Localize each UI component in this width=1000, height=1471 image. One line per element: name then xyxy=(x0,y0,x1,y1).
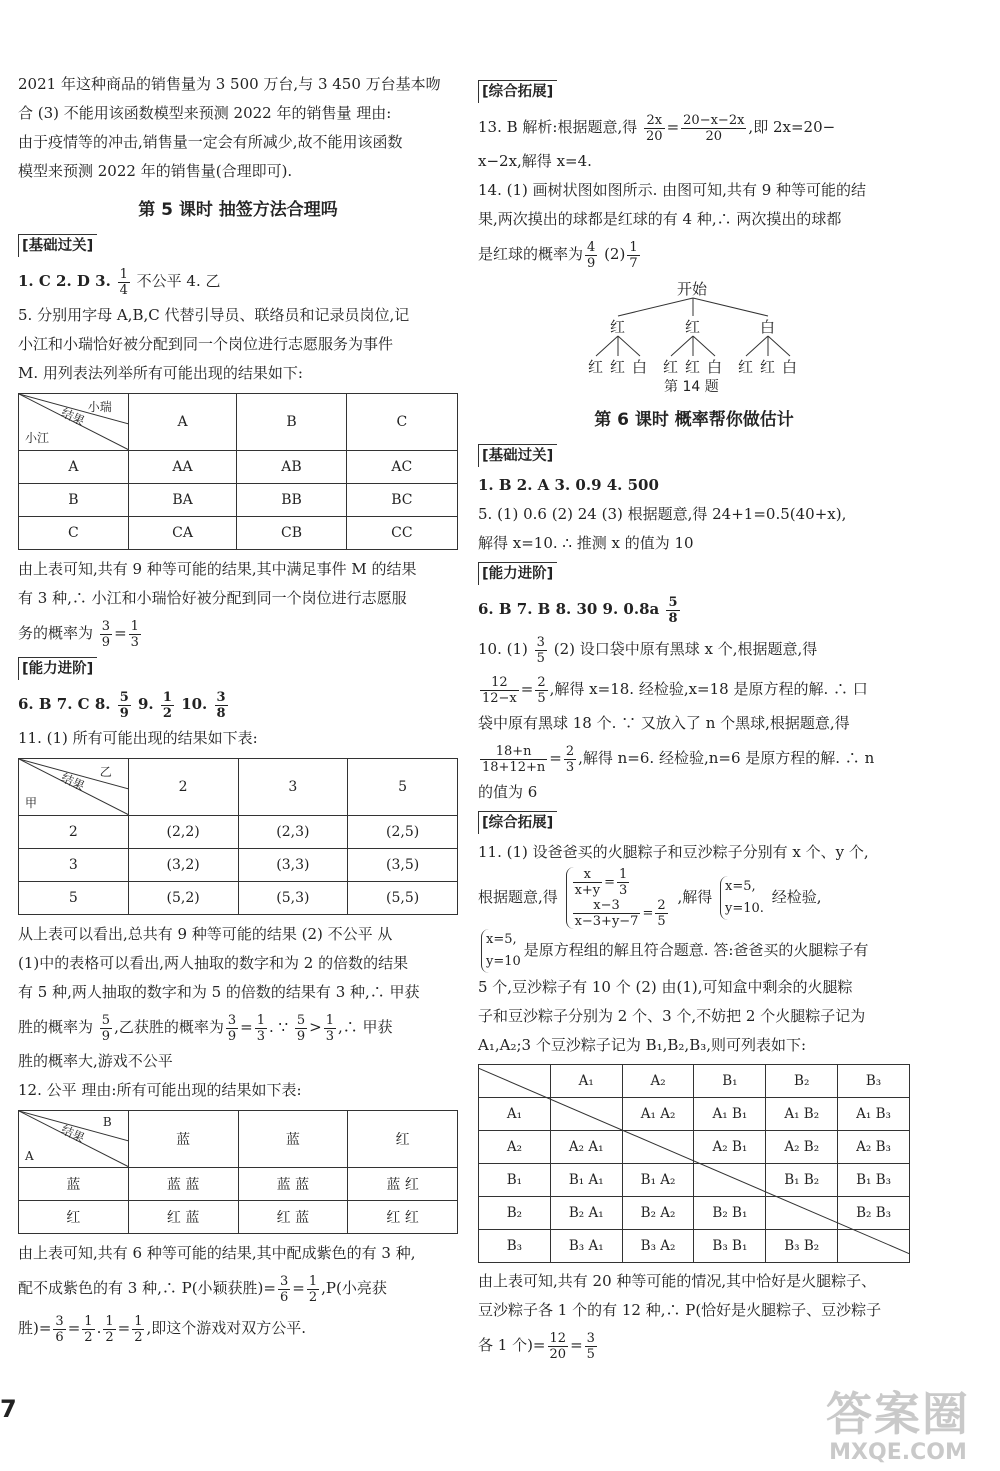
tree-diagram xyxy=(478,278,910,396)
left-column: 2021 年这种商品的销售量为 3 500 万台,与 3 450 万台基本吻 合 (3) 不能用该函数模型来预测 2022 年的销售量 理由: 由于疫情等的冲击,销售量一定会有所减少,故不能用该函数 模型来预测 2022 年的销售量(合理即可). 第 5 课时 抽签方法合理吗 [基础过关] 1. C 2. D 3. $\frac{1}{4}$ 不公平 4. 乙 5. 分别用字母 A,B,C 代替引导员、联络员和记录员岗位,记 小江和小瑞恰好被分配到同一个岗位进行志愿服务为事件 M. 用列表法列举所有可能出现的结果如下: 小瑞 结果 小江 A B C A AA AB AC B BA BB BC C CA CB CC 由上表可知,共有 9 种等可能的结果,其中满足事件 M 的结果 有 3 种,∴ 小江和小瑞恰好被分配到同一个岗位进行志愿服 务的概率为 $\frac{3}{9}$ = $\frac{1}{3}$ [能力进阶] 6. B 7. C 8. $\frac{5}{9}$ 9. $\frac{1}{2}$ 10. $\frac{3}{8}$ 11. (1) 所有可能出现的结果如下表: 乙 结果 甲 2 3 5 2 (2,2) (2,3) (2,5) 3 (3,2) (3,3) (3,5) 5 (5,2) (5,3) (5,5) 从上表可以看出,总共有 9 种等可能的结果 (2) 不公平 从 (1)中的表格可以看出,两人抽取的数字和为 2 的倍数的结果 有 5 种,两人抽取的数字和为 5 的倍数的结果有 3 种,∴ 甲获 胜的概率为 $\frac{5}{9}$ ,乙获胜的概率为 $\frac{3}{9}$ = $\frac{1}{3}$ . ∵ $\frac{5}{9}$ > $\frac{1}{3}$ ,∴ 甲获 胜的概率大,游戏不公平 12. 公平 理由:所有可能出现的结果如下表: B 结果 A 蓝 蓝 红 蓝 蓝 蓝 蓝 蓝 蓝 红 红 红 蓝 红 蓝 红 红 由上表可知,共有 6 种等可能的结果,其中配成紫色的有 3 种, 配不成紫色的有 3 种,∴ P(小颖获胜)= $\frac{3}{6}$ = $\frac{1}{2}$ ,P(小亮获 胜)= $\frac{3}{6}$ = $\frac{1}{2}$ . $\frac{1}{2}$ = $\frac{1}{2}$ ,即这个游戏对双方公平. xyxy=(18,70,458,1348)
table-corner: 乙 结果 甲 xyxy=(19,759,129,816)
table-row: B₃ B₃ A₁ B₃ A₂ B₃ B₁ B₃ B₂ xyxy=(479,1230,910,1263)
section-basic: [基础过关] xyxy=(18,234,97,257)
q11-solution: x=5, y=10是原方程组的解且符合题意. 答:爸爸买的火腿粽子有 xyxy=(478,929,910,973)
page-number: 7 xyxy=(0,1395,17,1423)
answers-1-4-r: 1. B 2. A 3. 0.9 4. 500 xyxy=(478,476,659,494)
table-row: B BA BB BC xyxy=(19,484,458,517)
lesson-5-title: 第 5 课时 抽签方法合理吗 xyxy=(138,200,338,220)
q10-a: 10. (1) $\frac{3}{5}$ (2) 设口袋中原有黑球 x 个,根据题意,得 xyxy=(478,634,818,666)
q13: 13. B 解析:根据题意,得 $\frac{2x}{20}$ = $\frac{20-x-2x}{20}$ ,即 2x=20− xyxy=(478,112,836,144)
answers-6-10: 6. B 7. C 8. $\frac{5}{9}$ 9. $\frac{1}{2}$ 10. $\frac{3}{8}$ xyxy=(18,689,226,721)
q12-probability-2: 胜)= $\frac{3}{6}$ = $\frac{1}{2}$ . $\frac{1}{2}$ = $\frac{1}{2}$ ,即这个游戏对双方公平. xyxy=(18,1313,307,1345)
watermark-url: MXQE.COM xyxy=(829,1440,967,1465)
section-ability-2: [能力进阶] xyxy=(478,562,557,585)
q10-d: $\frac{18+n}{18+12+n}$ = $\frac{2}{3}$ ,解得 n=6. 经检验,n=6 是原方程的解. ∴ n xyxy=(482,743,875,775)
table-corner: 小瑞 结果 小江 xyxy=(19,394,129,451)
table-row: 红 红 蓝 红 蓝 红 红 xyxy=(19,1201,458,1234)
table-row: A AA AB AC xyxy=(19,451,458,484)
tree-leaf: 红 xyxy=(685,358,701,376)
q10-b: $\frac{12}{12-x}$ = $\frac{2}{5}$ ,解得 x=18. 经检验,x=18 是原方程的解. ∴ 口 xyxy=(482,674,868,706)
table-diagonal xyxy=(478,1068,910,1254)
tree-root: 开始 xyxy=(677,280,708,298)
tree-leaf: 红 xyxy=(610,358,626,376)
tree-caption: 第 14 题 xyxy=(664,379,719,395)
table-q11-r: A₁ A₂ B₁ B₂ B₃ A₁ A₁ A₂ A₁ B₁ A₁ B₂ A₁ B₃ A₂ A₂ A₁ A₂ B₁ A₂ B₂ A₂ B₃ B₁ B₁ A₁ B₁ A₂ B₁ B₂ B₁ B₃ B₂ B₂ A₁ B₂ A₂ B₂ B₁ B₂ B₃ B₃ B₃ A₁ B₃ A₂ B₃ B₁ B₃ B₂ xyxy=(478,1064,910,1263)
section-extension-2: [综合拓展] xyxy=(478,811,557,834)
intro-paragraph: 2021 年这种商品的销售量为 3 500 万台,与 3 450 万台基本吻 合 (3) 不能用该函数模型来预测 2022 年的销售量 理由: 由于疫情等的冲击,销售量一定会有所减少,故不能用该函数 模型来预测 2022 年的销售量(合理即可). xyxy=(18,75,441,180)
lesson-6-title: 第 6 课时 概率帮你做估计 xyxy=(594,410,794,430)
table-q5: 小瑞 结果 小江 A B C A AA AB AC B BA BB BC C CA CB CC xyxy=(18,393,458,550)
table-row: 蓝 蓝 蓝 蓝 蓝 蓝 红 xyxy=(19,1168,458,1201)
table-row: B₂ B₂ A₁ B₂ A₂ B₂ B₁ B₂ B₃ xyxy=(479,1197,910,1230)
right-column: [综合拓展] 13. B 解析:根据题意,得 $\frac{2x}{20}$ = $\frac{20-x-2x}{20}$ ,即 2x=20− x−2x,解得 x=4. 14. (1) 画树状图如图所示. 由图可知,共有 9 种等可能的结 果,两次摸出的球都是红球的有 4 种,∴ 两次摸出的球都 是红球的概率为 $\frac{4}{9}$ (2) $\frac{1}{7}$ 开始 红 红 白 红 红 白 红 红 白 红 红 白 第 14 题 第 6 课时 概率帮你做估计 [基础过关] 1. B 2. A 3. 0.9 4. 500 5. (1) 0.6 (2) 24 (3) 根据题意,得 24+1=0.5(40+x), 解得 x=10. ∴ 推测 x 的值为 10 [能力进阶] 6. B 7. B 8. 30 9. 0.8a $\frac{5}{8}$ 10. (1) $\frac{3}{5}$ (2) 设口袋中原有黑球 x 个,根据题意,得 $\frac{12}{12-x}$ = $\frac{2}{5}$ ,解得 x=18. 经检验,x=18 是原方程的解. ∴ 口 袋中原有黑球 18 个. ∵ 又放入了 n 个黑球,根据题意,得 $\frac{18+n}{18+12+n}$ = $\frac{2}{3}$ ,解得 n=6. 经检验,n=6 是原方程的解. ∴ n 的值为 6 [综合拓展] 11. (1) 设爸爸买的火腿粽子和豆沙粽子分别有 x 个、y 个, 根据题意,得 $\frac{x}{x+y}$ = $\frac{1}{3}$ $\frac{x-3}{x-3+y-7}$ = $\frac{2}{5}$ ,解得 x=5, y=10. 经检验, x=5, y=10是原方程组的解且符合题意. 答:爸爸买的火腿粽子有 5 个,豆沙粽子有 10 个 (2) 由(1),可知盒中剩余的火腿粽 子和豆沙粽子分别为 2 个、3 个,不妨把 2 个火腿粽子记为 A₁,A₂;3 个豆沙粽子记为 B₁,B₂,B₃,则可列表如下: A₁ A₂ B₁ B₂ B₃ A₁ A₁ A₂ A₁ B₁ A₁ B₂ A₁ B₃ A₂ A₂ A₁ A₂ B₁ A₂ B₂ A₂ B₃ B₁ B₁ A₁ B₁ A₂ B₁ B₂ B₁ B₃ B₂ B₂ A₁ B₂ A₂ B₂ B₁ B₂ B₃ B₃ B₃ A₁ B₃ A₂ B₃ B₁ B₃ B₂ 由上表可知,共有 20 种等可能的情况,其中恰好是火腿粽子、 豆沙粽子各 1 个的有 12 种,∴ P(恰好是火腿粽子、豆沙粽子 各 1 个)= $\frac{12}{20}$ = $\frac{3}{5}$ xyxy=(478,76,910,1365)
question-5: 5. 分别用字母 A,B,C 代替引导员、联络员和记录员岗位,记 小江和小瑞恰好被分配到同一个岗位进行志愿服务为事件 M. 用列表法列举所有可能出现的结果如下: xyxy=(18,306,410,382)
tree-node: 白 xyxy=(760,318,776,336)
section-ability: [能力进阶] xyxy=(18,657,97,680)
q5-probability: 务的概率为 $\frac{3}{9}$ = $\frac{1}{3}$ xyxy=(18,618,139,650)
table-row: 2 (2,2) (2,3) (2,5) xyxy=(19,816,458,849)
q11-probability: 胜的概率为 $\frac{5}{9}$ ,乙获胜的概率为 $\frac{3}{9}$ = $\frac{1}{3}$ . ∵ $\frac{5}{9}$ > $\frac{1}{3}$ ,∴ 甲获 xyxy=(18,1012,393,1044)
table-q11: 乙 结果 甲 2 3 5 2 (2,2) (2,3) (2,5) 3 (3,2) (3,3) (3,5) 5 (5,2) (5,3) (5,5) xyxy=(18,758,458,915)
table-q11-wrapper xyxy=(478,1064,910,1263)
q12-intro: 12. 公平 理由:所有可能出现的结果如下表: xyxy=(18,1081,302,1099)
tree-node: 红 xyxy=(685,318,701,336)
answers-1-4: 1. C 2. D 3. $\frac{1}{4}$ 不公平 4. 乙 xyxy=(18,266,221,298)
q14-probability: 是红球的概率为 $\frac{4}{9}$ (2) $\frac{1}{7}$ xyxy=(478,239,638,271)
table-row: A₂ A₂ A₁ A₂ B₁ A₂ B₂ A₂ B₃ xyxy=(479,1131,910,1164)
tree-leaf: 红 xyxy=(588,358,604,376)
tree-leaf: 红 xyxy=(738,358,754,376)
tree-leaf: 白 xyxy=(707,358,723,376)
table-row: C CA CB CC xyxy=(19,517,458,550)
tree-leaf: 白 xyxy=(632,358,648,376)
tree-leaf: 红 xyxy=(760,358,776,376)
section-extension: [综合拓展] xyxy=(478,80,557,103)
watermark xyxy=(826,1388,970,1465)
q12-probability: 配不成紫色的有 3 种,∴ P(小颖获胜)= $\frac{3}{6}$ = $\frac{1}{2}$ ,P(小亮获 xyxy=(18,1273,387,1305)
table-row: A₁ A₁ A₂ A₁ B₁ A₁ B₂ A₁ B₃ xyxy=(479,1098,910,1131)
table-row: B₁ B₁ A₁ B₁ A₂ B₁ B₂ B₁ B₃ xyxy=(479,1164,910,1197)
watermark-logo-text: 答案圈 xyxy=(826,1387,970,1441)
table-row: 5 (5,2) (5,3) (5,5) xyxy=(19,882,458,915)
section-basic-2: [基础过关] xyxy=(478,444,557,467)
tree-leaf: 白 xyxy=(782,358,798,376)
answers-6-9-r: 6. B 7. B 8. 30 9. 0.8a $\frac{5}{8}$ xyxy=(478,594,678,626)
table-corner: B 结果 A xyxy=(19,1111,129,1168)
table-row: 3 (3,2) (3,3) (3,5) xyxy=(19,849,458,882)
tree-node: 红 xyxy=(610,318,626,336)
q11-final: 各 1 个)= $\frac{12}{20}$ = $\frac{3}{5}$ xyxy=(478,1330,595,1362)
tree-leaf: 红 xyxy=(663,358,679,376)
table-q12: B 结果 A 蓝 蓝 红 蓝 蓝 蓝 蓝 蓝 蓝 红 红 红 蓝 红 蓝 红 红 xyxy=(18,1110,458,1234)
q11-intro: 11. (1) 所有可能出现的结果如下表: xyxy=(18,729,258,747)
q11-system: 根据题意,得 $\frac{x}{x+y}$ = $\frac{1}{3}$ $\frac{x-3}{x-3+y-7}$ = $\frac{2}{5}$ ,解得 x=5, y=10. 经检验, xyxy=(478,867,822,929)
